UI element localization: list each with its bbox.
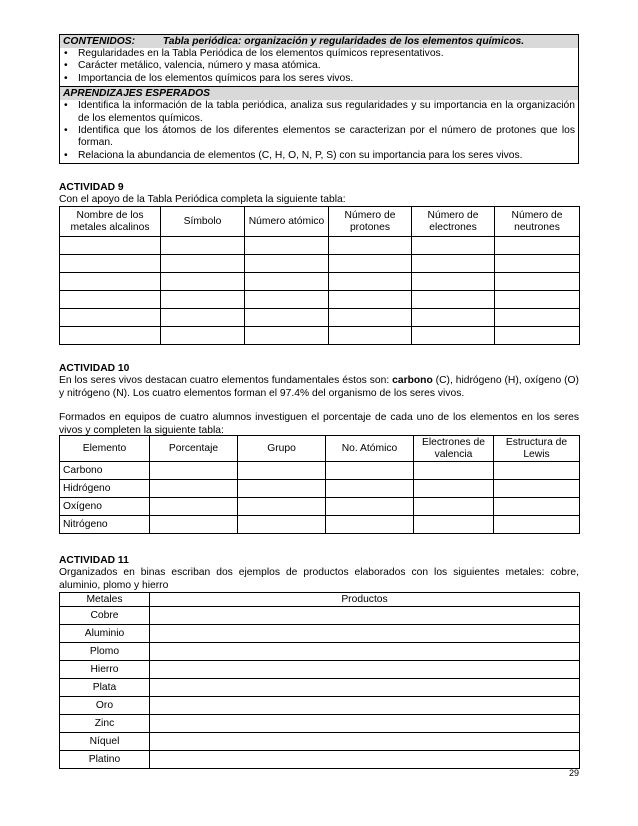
blank-cell[interactable] bbox=[245, 273, 329, 291]
blank-cell[interactable] bbox=[60, 309, 161, 327]
blank-cell[interactable] bbox=[150, 480, 238, 498]
table-header-row bbox=[60, 593, 580, 607]
header-cell: Porcentaje bbox=[150, 436, 238, 462]
blank-cell[interactable] bbox=[414, 462, 494, 480]
paragraph-text: En los seres vivos destacan cuatro elementos fundamentales éstos son: bbox=[59, 375, 393, 387]
contenidos-item: • Importancia de los elementos químicos para los seres vivos. bbox=[63, 73, 575, 85]
metal-cell: Aluminio bbox=[60, 625, 150, 643]
objectives-box bbox=[59, 34, 579, 164]
element-cell: Nitrógeno bbox=[60, 516, 150, 534]
metal-cell: Cobre bbox=[60, 607, 150, 625]
actividad10-section bbox=[59, 363, 579, 437]
actividad11-section bbox=[59, 555, 579, 592]
metal-cell: Oro bbox=[60, 697, 150, 715]
blank-cell[interactable] bbox=[495, 255, 580, 273]
actividad9-table bbox=[59, 206, 580, 345]
header-cell: Número de electrones bbox=[412, 207, 495, 237]
blank-cell[interactable] bbox=[238, 462, 326, 480]
aprendizajes-list bbox=[60, 100, 578, 163]
element-cell: Carbono bbox=[60, 462, 150, 480]
blank-cell[interactable] bbox=[245, 327, 329, 345]
contenidos-header bbox=[60, 35, 578, 48]
blank-cell[interactable] bbox=[150, 643, 580, 661]
blank-cell[interactable] bbox=[414, 498, 494, 516]
header-cell: No. Atómico bbox=[326, 436, 414, 462]
metal-cell: Platino bbox=[60, 751, 150, 769]
table-row bbox=[60, 516, 580, 534]
blank-cell[interactable] bbox=[150, 661, 580, 679]
blank-cell[interactable] bbox=[326, 498, 414, 516]
table-row bbox=[60, 715, 580, 733]
page-number: 29 bbox=[568, 768, 579, 778]
contenidos-title: Tabla periódica: organización y regularidades de los elementos químicos. bbox=[162, 36, 525, 47]
table-row bbox=[60, 697, 580, 715]
blank-cell[interactable] bbox=[412, 273, 495, 291]
metal-cell: Níquel bbox=[60, 733, 150, 751]
blank-cell[interactable] bbox=[238, 480, 326, 498]
element-cell: Oxígeno bbox=[60, 498, 150, 516]
contenidos-item: • Carácter metálico, valencia, número y masa atómica. bbox=[63, 60, 575, 72]
blank-cell[interactable] bbox=[150, 607, 580, 625]
blank-cell[interactable] bbox=[329, 291, 412, 309]
table-header-row bbox=[60, 436, 580, 462]
table-row bbox=[60, 643, 580, 661]
header-cell: Número de protones bbox=[329, 207, 412, 237]
blank-cell[interactable] bbox=[245, 237, 329, 255]
table-row bbox=[60, 679, 580, 697]
blank-cell[interactable] bbox=[60, 327, 161, 345]
metal-cell: Hierro bbox=[60, 661, 150, 679]
blank-cell[interactable] bbox=[412, 255, 495, 273]
table-row bbox=[60, 625, 580, 643]
blank-cell[interactable] bbox=[494, 480, 580, 498]
blank-cell[interactable] bbox=[161, 273, 245, 291]
table-row bbox=[60, 733, 580, 751]
header-cell: Símbolo bbox=[161, 207, 245, 237]
blank-cell[interactable] bbox=[161, 255, 245, 273]
table-header-row bbox=[60, 207, 580, 237]
blank-cell[interactable] bbox=[329, 273, 412, 291]
blank-cell[interactable] bbox=[60, 255, 161, 273]
contenidos-label: CONTENIDOS: bbox=[63, 36, 136, 47]
table-row bbox=[60, 327, 580, 345]
table-row bbox=[60, 462, 580, 480]
header-cell: Metales bbox=[60, 593, 150, 607]
table-row bbox=[60, 480, 580, 498]
table-row bbox=[60, 255, 580, 273]
table-row bbox=[60, 498, 580, 516]
blank-cell[interactable] bbox=[161, 309, 245, 327]
header-cell: Número atómico bbox=[245, 207, 329, 237]
blank-cell[interactable] bbox=[329, 255, 412, 273]
aprendizajes-header: APRENDIZAJES ESPERADOS bbox=[60, 86, 578, 100]
blank-cell[interactable] bbox=[161, 327, 245, 345]
blank-cell[interactable] bbox=[326, 462, 414, 480]
blank-cell[interactable] bbox=[245, 291, 329, 309]
blank-cell[interactable] bbox=[245, 309, 329, 327]
blank-cell[interactable] bbox=[495, 327, 580, 345]
header-cell: Productos bbox=[150, 593, 580, 607]
blank-cell[interactable] bbox=[414, 516, 494, 534]
blank-cell[interactable] bbox=[495, 291, 580, 309]
blank-cell[interactable] bbox=[60, 237, 161, 255]
blank-cell[interactable] bbox=[238, 516, 326, 534]
metal-cell: Plomo bbox=[60, 643, 150, 661]
aprendizajes-item: • Identifica que los átomos de los diferentes elementos se caracterizan por el número de protones que los forman. bbox=[63, 125, 575, 150]
aprendizajes-item: • Identifica la información de la tabla periódica, analiza sus regularidades y su importancia en la organización de los elementos químicos. bbox=[63, 100, 575, 125]
header-cell: Estructura de Lewis bbox=[494, 436, 580, 462]
blank-cell[interactable] bbox=[150, 733, 580, 751]
table-row bbox=[60, 291, 580, 309]
table-row bbox=[60, 661, 580, 679]
paragraph-text: (C), hidrógeno (H), oxígeno (O) y nitrógeno (N). Los cuatro elementos forman el 97.4% del organismo de los seres vivos. bbox=[59, 375, 579, 399]
metal-cell: Zinc bbox=[60, 715, 150, 733]
header-cell: Grupo bbox=[238, 436, 326, 462]
actividad11-table bbox=[59, 592, 580, 769]
blank-cell[interactable] bbox=[495, 273, 580, 291]
contenidos-list bbox=[60, 48, 578, 86]
element-cell: Hidrógeno bbox=[60, 480, 150, 498]
contenidos-item: • Regularidades en la Tabla Periódica de los elementos químicos representativos. bbox=[63, 48, 575, 60]
blank-cell[interactable] bbox=[60, 273, 161, 291]
table-row bbox=[60, 607, 580, 625]
blank-cell[interactable] bbox=[326, 480, 414, 498]
blank-cell[interactable] bbox=[494, 516, 580, 534]
blank-cell[interactable] bbox=[150, 625, 580, 643]
table-row bbox=[60, 751, 580, 769]
actividad9-section bbox=[59, 182, 579, 207]
blank-cell[interactable] bbox=[150, 516, 238, 534]
actividad9-title: ACTIVIDAD 9 bbox=[59, 182, 124, 193]
header-cell: Elemento bbox=[60, 436, 150, 462]
blank-cell[interactable] bbox=[150, 751, 580, 769]
blank-cell[interactable] bbox=[60, 291, 161, 309]
actividad10-title: ACTIVIDAD 10 bbox=[59, 363, 130, 374]
blank-cell[interactable] bbox=[494, 498, 580, 516]
header-cell: Número de neutrones bbox=[495, 207, 580, 237]
bold-term: carbono bbox=[392, 375, 433, 387]
blank-cell[interactable] bbox=[326, 516, 414, 534]
blank-cell[interactable] bbox=[495, 237, 580, 255]
table-row bbox=[60, 237, 580, 255]
metal-cell: Plata bbox=[60, 679, 150, 697]
actividad9-instruction: Con el apoyo de la Tabla Periódica completa la siguiente tabla: bbox=[59, 194, 346, 206]
aprendizajes-item: • Relaciona la abundancia de elementos (C, H, O, N, P, S) con su importancia para los seres vivos. bbox=[63, 150, 575, 162]
blank-cell[interactable] bbox=[412, 291, 495, 309]
actividad11-title: ACTIVIDAD 11 bbox=[59, 555, 129, 566]
actividad10-paragraph-2: Formados en equipos de cuatro alumnos investiguen el porcentaje de cada uno de los elementos en los seres vivos y completen la siguiente tabla: bbox=[59, 412, 579, 436]
header-cell: Nombre de los metales alcalinos bbox=[60, 207, 161, 237]
blank-cell[interactable] bbox=[412, 237, 495, 255]
actividad10-paragraph-1 bbox=[59, 375, 579, 400]
blank-cell[interactable] bbox=[412, 309, 495, 327]
blank-cell[interactable] bbox=[161, 237, 245, 255]
blank-cell[interactable] bbox=[329, 237, 412, 255]
blank-cell[interactable] bbox=[329, 309, 412, 327]
blank-cell[interactable] bbox=[495, 309, 580, 327]
table-row bbox=[60, 273, 580, 291]
blank-cell[interactable] bbox=[414, 480, 494, 498]
blank-cell[interactable] bbox=[161, 291, 245, 309]
blank-cell[interactable] bbox=[150, 679, 580, 697]
blank-cell[interactable] bbox=[245, 255, 329, 273]
blank-cell[interactable] bbox=[329, 327, 412, 345]
actividad10-table bbox=[59, 435, 580, 534]
blank-cell[interactable] bbox=[150, 697, 580, 715]
blank-cell[interactable] bbox=[150, 498, 238, 516]
blank-cell[interactable] bbox=[150, 715, 580, 733]
actividad11-instruction: Organizados en binas escriban dos ejemplos de productos elaborados con los siguientes metales: cobre, aluminio, plomo y hierro bbox=[59, 567, 579, 591]
blank-cell[interactable] bbox=[150, 462, 238, 480]
header-cell: Electrones de valencia bbox=[414, 436, 494, 462]
blank-cell[interactable] bbox=[238, 498, 326, 516]
blank-cell[interactable] bbox=[494, 462, 580, 480]
table-row bbox=[60, 309, 580, 327]
blank-cell[interactable] bbox=[412, 327, 495, 345]
